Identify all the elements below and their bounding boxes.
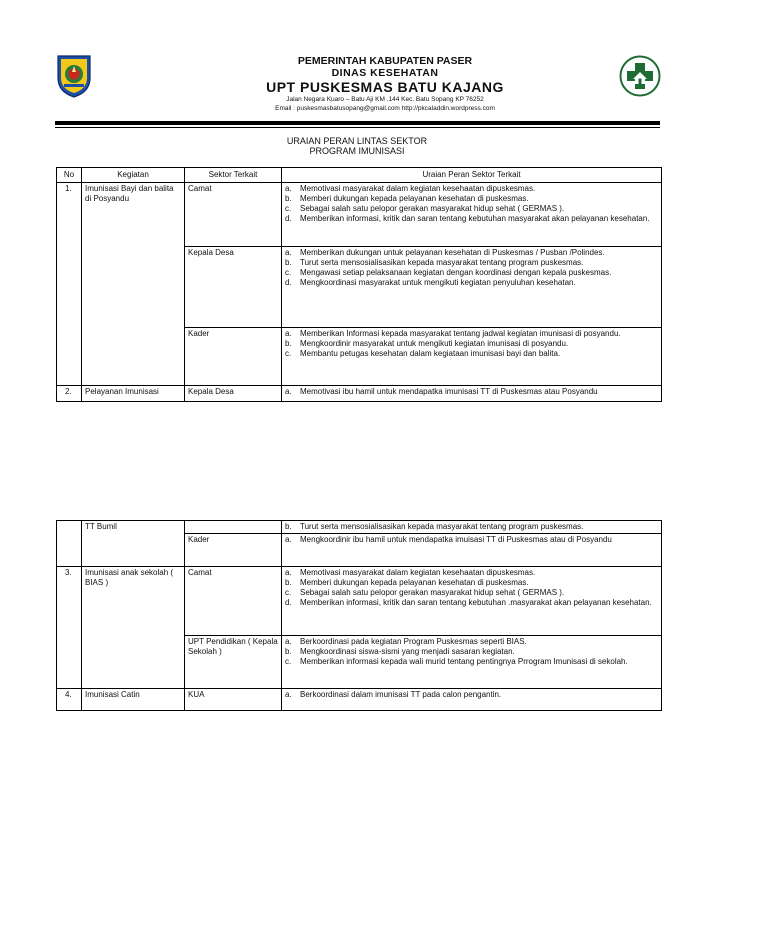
table-row bbox=[57, 689, 662, 711]
role-item-text: Sebagai salah satu pelopor gerakan masyarakat hidup sehat ( GERMAS ). bbox=[300, 204, 565, 213]
cell-uraian bbox=[282, 534, 662, 567]
cell-sektor: Kader bbox=[185, 328, 282, 386]
letterhead-rule-thick bbox=[55, 121, 660, 125]
cell-uraian bbox=[282, 689, 662, 711]
role-item-marker: b. bbox=[285, 578, 292, 587]
role-table-page-1 bbox=[56, 167, 662, 402]
role-item-text: Memberikan dukungan untuk pelayanan kesehatan di Puskesmas / Pusban /Polindes. bbox=[300, 248, 605, 257]
role-item bbox=[285, 568, 658, 578]
table-row bbox=[57, 521, 662, 534]
letterhead-rule-thin bbox=[55, 127, 660, 128]
role-item bbox=[285, 184, 658, 194]
cell-sektor: Kepala Desa bbox=[185, 247, 282, 328]
header-kegiatan: Kegiatan bbox=[82, 168, 185, 183]
role-item-text: Memberi dukungan kepada pelayanan kesehatan di puskesmas. bbox=[300, 194, 529, 203]
role-item-text: Mengkoordinir masyarakat untuk mengikuti kegiatan imunisasi di posyandu. bbox=[300, 339, 569, 348]
header-no: No bbox=[57, 168, 82, 183]
table-row bbox=[57, 386, 662, 402]
table-row bbox=[57, 183, 662, 247]
cell-uraian bbox=[282, 567, 662, 636]
role-item bbox=[285, 647, 658, 657]
document-title-line2: PROGRAM IMUNISASI bbox=[309, 146, 405, 156]
cell-kegiatan: TT Bumil bbox=[82, 521, 185, 567]
role-item-text: Memberi dukungan kepada pelayanan kesehatan di puskesmas. bbox=[300, 578, 529, 587]
table-row bbox=[57, 567, 662, 636]
table-header-row bbox=[57, 168, 662, 183]
role-item bbox=[285, 598, 658, 608]
role-item-text: Memberikan informasi, kritik dan saran tentang kebutuhan masyarakat akan pelayanan kesehatan. bbox=[300, 214, 650, 223]
role-item-marker: b. bbox=[285, 647, 292, 656]
role-list bbox=[285, 637, 658, 667]
role-item-marker: d. bbox=[285, 598, 292, 607]
cell-sektor: Camat bbox=[185, 567, 282, 636]
role-item-text: Mengkoordinir ibu hamil untuk mendapatka imuisasi TT di Puskesmas atau di Posyandu bbox=[300, 535, 612, 544]
role-item bbox=[285, 278, 658, 288]
role-item-text: Memberikan Informasi kepada masyarakat tentang jadwal kegiatan imunisasi di posyandu. bbox=[300, 329, 621, 338]
role-list bbox=[285, 535, 658, 545]
role-item bbox=[285, 204, 658, 214]
role-item bbox=[285, 268, 658, 278]
role-table-page-2 bbox=[56, 520, 662, 711]
puskesmas-cross-logo bbox=[619, 55, 661, 97]
letterhead-government: PEMERINTAH KABUPATEN PASER bbox=[297, 55, 473, 67]
kabupaten-paser-emblem bbox=[55, 52, 93, 98]
role-item-marker: b. bbox=[285, 339, 292, 348]
role-item-text: Berkoordinasi dalam imunisasi TT pada calon pengantin. bbox=[300, 690, 502, 699]
role-item bbox=[285, 522, 658, 532]
role-item-marker: b. bbox=[285, 194, 292, 203]
role-item bbox=[285, 258, 658, 268]
role-item bbox=[285, 194, 658, 204]
cell-no: 3. bbox=[57, 567, 82, 689]
cell-uraian bbox=[282, 183, 662, 247]
role-item-text: Sebagai salah satu pelopor gerakan masyarakat hidup sehat ( GERMAS ). bbox=[300, 588, 565, 597]
role-item-marker: b. bbox=[285, 258, 292, 267]
cell-sektor: Kepala Desa bbox=[185, 386, 282, 402]
role-item-marker: a. bbox=[285, 535, 292, 544]
cell-no: 2. bbox=[57, 386, 82, 402]
role-item-marker: c. bbox=[285, 349, 292, 358]
letterhead-address: Jalan Negara Kuaro – Batu Aji KM .144 Kec. Batu Sopang KP 76252 bbox=[286, 96, 484, 103]
role-item-marker: a. bbox=[285, 184, 292, 193]
cell-uraian bbox=[282, 386, 662, 402]
cell-kegiatan: Imunisasi Catin bbox=[82, 689, 185, 711]
role-list bbox=[285, 248, 658, 288]
letterhead-institution: UPT PUSKESMAS BATU KAJANG bbox=[266, 79, 504, 95]
role-list bbox=[285, 568, 658, 608]
role-item-text: Membantu petugas kesehatan dalam kegiataan imunisasi bayi dan balita. bbox=[300, 349, 561, 358]
role-list bbox=[285, 690, 658, 700]
cell-no: 1. bbox=[57, 183, 82, 386]
role-item bbox=[285, 588, 658, 598]
role-item-marker: c. bbox=[285, 204, 292, 213]
role-item-text: Memotivasi masyarakat dalam kegiatan kesehaatan dipuskesmas. bbox=[300, 184, 536, 193]
role-item-marker: c. bbox=[285, 588, 292, 597]
role-list bbox=[285, 329, 658, 359]
role-item-marker: d. bbox=[285, 278, 292, 287]
role-list bbox=[285, 387, 658, 397]
cell-sektor: Camat bbox=[185, 183, 282, 247]
cell-no bbox=[57, 521, 82, 567]
cell-sektor: UPT Pendidikan ( Kepala Sekolah ) bbox=[185, 636, 282, 689]
role-item-marker: a. bbox=[285, 387, 292, 396]
role-item-text: Turut serta mensosialisasikan kepada masyarakat tentang program puskesmas. bbox=[300, 522, 584, 531]
role-item bbox=[285, 214, 658, 224]
letterhead-department: DINAS KESEHATAN bbox=[331, 67, 439, 79]
role-item-text: Turut serta mensosialisasikan kepada masyarakat tentang program puskesmas. bbox=[300, 258, 584, 267]
role-item-marker: c. bbox=[285, 657, 292, 666]
role-item-text: Memotivasi ibu hamil untuk mendapatka imunisasi TT di Puskesmas atau Posyandu bbox=[300, 387, 598, 396]
cell-kegiatan: Pelayanan Imunisasi bbox=[82, 386, 185, 402]
role-item-text: Mengkoordinasi siswa-sismi yang menjadi sasaran kegiatan. bbox=[300, 647, 515, 656]
cell-kegiatan: Imunisasi anak sekolah ( BIAS ) bbox=[82, 567, 185, 689]
role-item bbox=[285, 339, 658, 349]
role-item-text: Memberikan informasi, kritik dan saran tentang kebutuhan .masyarakat akan pelayanan kesehatan. bbox=[300, 598, 652, 607]
cell-sektor: Kader bbox=[185, 534, 282, 567]
role-item-marker: a. bbox=[285, 690, 292, 699]
document-title bbox=[200, 136, 514, 156]
role-item bbox=[285, 637, 658, 647]
role-item bbox=[285, 349, 658, 359]
role-list bbox=[285, 522, 658, 532]
role-item-marker: b. bbox=[285, 522, 292, 531]
role-item-marker: a. bbox=[285, 568, 292, 577]
role-list bbox=[285, 184, 658, 224]
role-item bbox=[285, 690, 658, 700]
cell-uraian bbox=[282, 636, 662, 689]
header-sektor: Sektor Terkait bbox=[185, 168, 282, 183]
cell-kegiatan: Imunisasi Bayi dan balita di Posyandu bbox=[82, 183, 185, 386]
role-item-marker: d. bbox=[285, 214, 292, 223]
cell-uraian bbox=[282, 328, 662, 386]
cell-sektor: KUA bbox=[185, 689, 282, 711]
letterhead bbox=[150, 55, 620, 113]
role-item bbox=[285, 578, 658, 588]
document-title-line1: URAIAN PERAN LINTAS SEKTOR bbox=[286, 136, 428, 146]
header-uraian: Uraian Peran Sektor Terkait bbox=[282, 168, 662, 183]
role-item bbox=[285, 387, 658, 397]
role-item bbox=[285, 329, 658, 339]
role-item-marker: c. bbox=[285, 268, 292, 277]
role-item-text: Mengawasi setiap pelaksanaan kegiatan dengan koordinasi dengan kepala puskesmas. bbox=[300, 268, 612, 277]
role-item-text: Memotivasi masyarakat dalam kegiatan kesehaatan dipuskesmas. bbox=[300, 568, 536, 577]
cell-uraian bbox=[282, 521, 662, 534]
cell-sektor bbox=[185, 521, 282, 534]
role-item-text: Memberikan informasi kepada wali murid tentang pentingnya Prrogram Imunisasi di sekolah. bbox=[300, 657, 628, 666]
letterhead-contact: Email : puskesmasbatusopang@gmail.com http://pkcaladdin.wordpress.com bbox=[275, 105, 495, 112]
role-item-text: Mengkoordinasi masyarakat untuk mengikuti kegiatan penyuluhan kesehatan. bbox=[300, 278, 576, 287]
role-item-text: Berkoordinasi pada kegiatan Program Puskesmas seperti BIAS. bbox=[300, 637, 527, 646]
role-item bbox=[285, 657, 658, 667]
cell-no: 4. bbox=[57, 689, 82, 711]
role-item-marker: a. bbox=[285, 248, 292, 257]
role-item-marker: a. bbox=[285, 637, 292, 646]
role-item bbox=[285, 535, 658, 545]
role-item bbox=[285, 248, 658, 258]
role-item-marker: a. bbox=[285, 329, 292, 338]
cell-uraian bbox=[282, 247, 662, 328]
